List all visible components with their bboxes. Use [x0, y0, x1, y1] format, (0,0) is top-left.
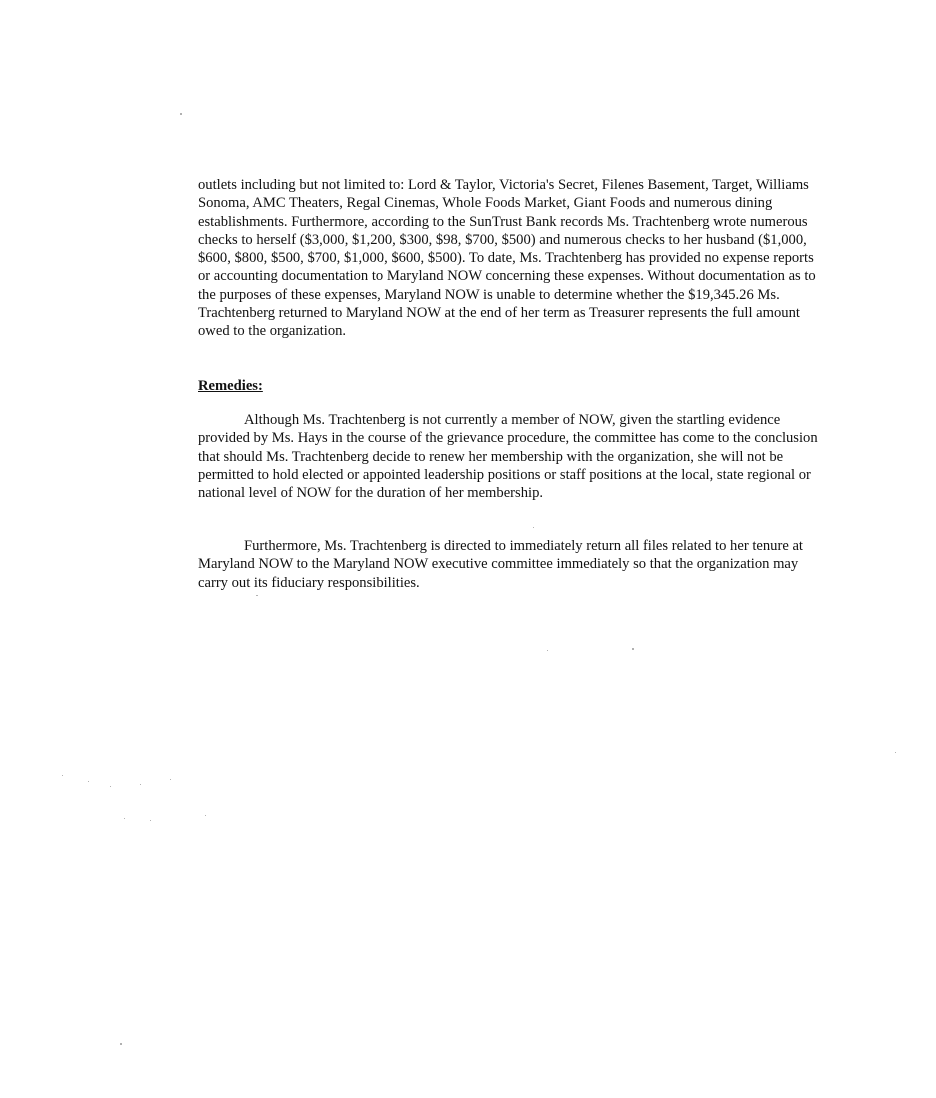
scan-speck	[150, 820, 151, 821]
scan-speck	[62, 775, 63, 776]
scan-speck	[140, 784, 141, 785]
scan-speck	[110, 786, 111, 787]
body-paragraph-expenses: outlets including but not limited to: Lord & Taylor, Victoria's Secret, Filenes Basement, Target, Williams Sonoma, AMC Theaters, Regal Cinemas, Whole Foods Market, Giant Foods and numerous dining establishments. Furthermore, according to the SunTrust Bank records Ms. Trachtenberg wrote numerous checks to herself ($3,000, $1,200, $300, $98, $700, $500) and numerous checks to her husband ($1,000, $600, $800, $500, $700, $1,000, $600, $500). To date, Ms. Trachtenberg has provided no expense reports or accounting documentation to Maryland NOW concerning these expenses. Without documentation as to the purposes of these expenses, Maryland NOW is unable to determine whether the $19,345.26 Ms. Trachtenberg returned to Maryland NOW at the end of her term as Treasurer represents the full amount owed to the organization.	[198, 177, 816, 340]
section-heading-remedies: Remedies:	[198, 378, 263, 394]
scan-speck	[205, 815, 206, 816]
scan-speck	[533, 527, 534, 528]
body-paragraph-membership: Although Ms. Trachtenberg is not currently a member of NOW, given the startling evidence provided by Ms. Hays in the course of the grievance procedure, the committee has come to the conclusion that should Ms. Trachtenberg decide to renew her membership with the organization, she will not be permitted to hold elected or appointed leadership positions or staff positions at the local, state regional or national level of NOW for the duration of her membership.	[198, 412, 818, 502]
scan-speck	[180, 113, 182, 115]
scan-speck	[256, 595, 258, 596]
body-paragraph-return-files: Furthermore, Ms. Trachtenberg is directed to immediately return all files related to her tenure at Maryland NOW to the Maryland NOW executive committee immediately so that the organization may carry out its fiduciary responsibilities.	[198, 538, 803, 591]
scan-speck	[120, 1043, 122, 1045]
scan-speck	[88, 781, 89, 782]
scan-speck	[632, 648, 634, 650]
scan-speck	[124, 818, 125, 819]
scan-speck	[170, 779, 171, 780]
scan-speck	[895, 752, 896, 753]
scan-speck	[547, 650, 548, 651]
